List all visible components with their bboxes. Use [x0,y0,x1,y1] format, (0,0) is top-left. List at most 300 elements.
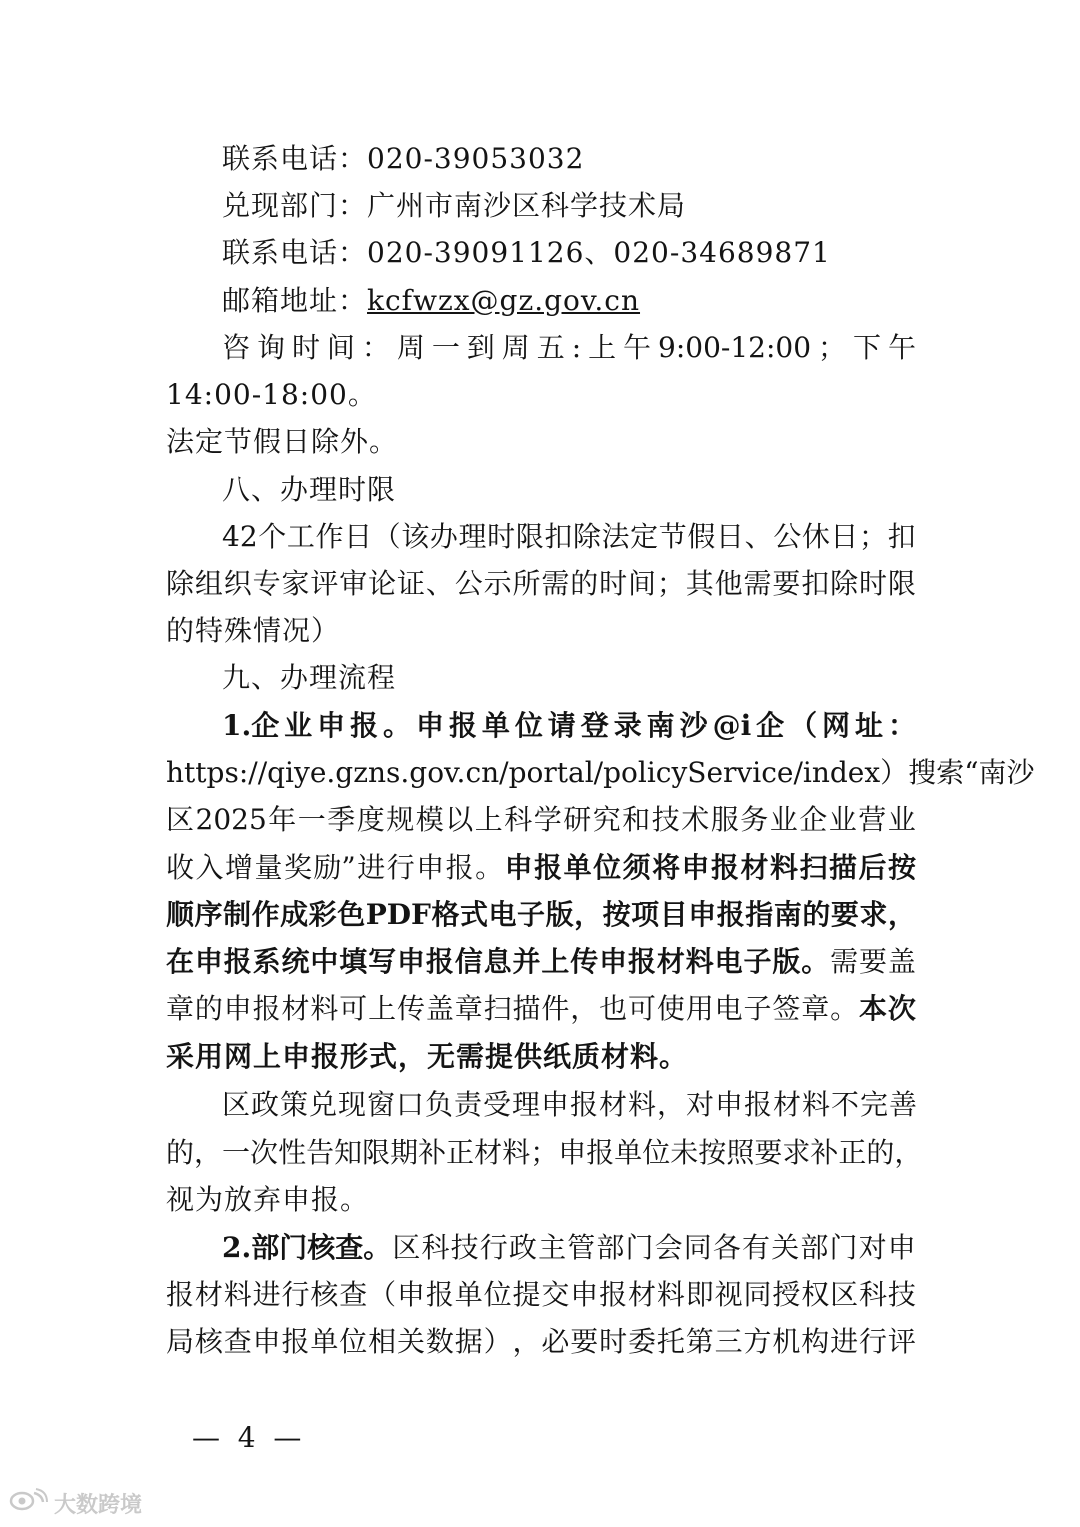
text-token: 扣 [887,520,916,553]
text-token: 公 [773,520,802,553]
text-token: 的 [802,898,831,931]
text-token: 息 [483,945,512,978]
text-token: 按 [602,898,631,931]
text-token: 材 [740,851,769,884]
text-token: 单 [310,1325,339,1358]
text-token: 和 [622,803,651,836]
text-token: 要 [754,1136,783,1169]
text-token: 彩 [308,898,337,931]
text-token: 。 [475,851,504,884]
section-8-line-2 [166,564,916,604]
text-token: 请 [547,709,576,742]
text-token: 申 [570,1278,599,1311]
text-token: 单 [614,1136,643,1169]
text-token: 视 [714,1278,743,1311]
text-token: 区 [392,1231,421,1264]
text-token: ； [530,1136,559,1169]
text-token: 业 [828,803,857,836]
text-token: 申 [688,898,717,931]
text-token: 有 [742,1231,771,1264]
text-token: 材 [474,1136,503,1169]
text-token: 补 [810,1136,839,1169]
text-token: 版 [772,945,801,978]
text-token: 料 [770,851,799,884]
text-token: 的 [194,992,223,1025]
text-token: 权 [801,1278,830,1311]
text-token: 索“ [936,756,979,789]
text-token: 扫 [799,851,828,884]
text-token: 42 [222,520,258,553]
text-token: 行 [281,1278,310,1311]
text-token: 报 [448,709,477,742]
text-token: 授 [772,1278,801,1311]
text-token: 规 [386,803,415,836]
step-1-line-1 [222,706,916,746]
text-token: 上 [588,331,617,364]
text-token: 三 [714,1325,743,1358]
text-token: （ [789,709,818,742]
text-token: 本 [859,992,888,1025]
text-token: 企 [799,803,828,836]
text-token: 技 [651,803,680,836]
text-token: 上 [541,945,570,978]
step-2-title: 2.部门核查。 [222,1231,392,1264]
text-token: 办 [429,520,458,553]
text-token: 申 [317,709,346,742]
text-token: 个 [258,520,287,553]
text-token: 扫 [483,992,512,1025]
text-token: 报 [586,1136,615,1169]
text-token: 料 [685,945,714,978]
text-token: 局 [166,1325,195,1358]
text-token: 。 [801,945,830,978]
text-token: 告 [306,1136,335,1169]
text-token: 报 [711,851,740,884]
text-token: 工 [286,520,315,553]
text-token: 未 [670,1136,699,1169]
text-token: 必 [541,1325,570,1358]
text-token: 休 [801,520,830,553]
window-paragraph-line-2 [166,1133,923,1173]
text-token: 签 [772,992,801,1025]
text-token: 交 [541,1278,570,1311]
text-token: https://qiye.gzns.gov.cn/portal/policyService/index） [166,756,909,789]
text-token: 进 [252,1278,281,1311]
text-token: 数 [425,1325,454,1358]
text-token: 同 [683,1231,712,1264]
text-token: 2025 [195,803,267,836]
text-token: 公 [454,567,483,600]
text-token: 他 [714,567,743,600]
text-token: 论 [368,567,397,600]
text-token: 业 [284,709,313,742]
text-token: 要 [859,945,888,978]
text-token: 科 [504,803,533,836]
text-token: 盖 [887,945,916,978]
text-token: 子 [517,898,546,931]
text-token: 9:00-12:00 [658,331,812,364]
step-2-line-3 [166,1322,916,1362]
text-token: 料 [223,1278,252,1311]
text-token: 专 [252,567,281,600]
text-token: 部 [596,1231,625,1264]
text-token: 要 [830,898,859,931]
text-token: 子 [743,992,772,1025]
text-token: 扣 [544,520,573,553]
text-token: PDF [365,898,431,931]
text-token: 要 [772,567,801,600]
email-label: 邮箱地址： [222,284,368,317]
text-token: 中 [310,945,339,978]
text-token: 业 [887,803,916,836]
window-paragraph-line-1: 区政策兑现窗口负责受理申报材料，对申报材料不完善 [222,1088,919,1121]
text-token: 到 [466,331,495,364]
text-token: 研 [563,803,592,836]
text-token: 查 [223,1325,252,1358]
text-token: 料 [656,1278,685,1311]
text-token: 法 [601,520,630,553]
step-2-line-1 [222,1228,916,1268]
text-token: 午 [623,331,652,364]
text-token: 奖 [283,851,312,884]
text-token: 写 [368,945,397,978]
text-token: 企 [756,709,785,742]
text-token: 学 [533,803,562,836]
section-8-heading: 八、办理时限 [222,473,397,506]
section-9-heading: 九、办理流程 [222,661,397,694]
text-token: 电 [488,898,517,931]
step-1-line-6 [166,942,916,982]
text-token: ， [574,898,603,931]
text-token: 传 [570,945,599,978]
text-token: 评 [887,1325,916,1358]
text-token: 询 [256,331,285,364]
text-token: 务 [740,803,769,836]
text-token: 的 [570,567,599,600]
text-token: 上 [474,803,503,836]
text-token: 位 [514,709,543,742]
text-token: 政 [508,1231,537,1264]
text-token: 营 [858,803,887,836]
text-token: ； [656,567,685,600]
text-token: 需 [743,567,772,600]
text-token: 正 [838,1136,867,1169]
step-1-line-3 [166,800,916,840]
text-token: 模 [415,803,444,836]
text-token: 服 [710,803,739,836]
text-token: 间 [326,331,355,364]
text-token: （ [368,1278,397,1311]
text-token: 评 [310,567,339,600]
text-token: 材 [656,945,685,978]
text-token: 系 [252,945,281,978]
text-token: 节 [658,520,687,553]
text-token: 咨 [222,331,251,364]
text-token: 章 [801,992,830,1025]
text-token: 时 [599,567,628,600]
text-token: 次 [250,1136,279,1169]
text-token: 成 [280,898,309,931]
text-token: 盖 [425,992,454,1025]
text-token: 须 [622,851,651,884]
text-token: 顺 [166,898,195,931]
text-token: 所 [512,567,541,600]
text-token: 业 [769,803,798,836]
text-token: 后 [858,851,887,884]
text-token: 南 [978,756,1007,789]
text-token: 日 [344,520,373,553]
text-token: 目 [659,898,688,931]
text-token: 性 [278,1136,307,1169]
text-token: 五 [536,331,565,364]
text-token: 沙 [679,709,708,742]
text-token: 据 [454,1325,483,1358]
text-token: 门 [829,1231,858,1264]
text-token: 、 [744,520,773,553]
text-token: 材 [281,992,310,1025]
text-token: 章 [454,992,483,1025]
text-token: 件 [541,992,570,1025]
text-token: ； [859,520,888,553]
text-token: 可 [628,992,657,1025]
contact-department: 兑现部门：广州市南沙区科学技术局 [222,189,687,222]
text-token: 要 [570,1325,599,1358]
text-token: 报 [425,945,454,978]
text-token: 提 [512,1278,541,1311]
text-token: 入 [195,851,224,884]
text-token: 第 [685,1325,714,1358]
text-token: 材 [628,1278,657,1311]
text-token: 证 [397,567,426,600]
text-token: 、 [425,567,454,600]
text-token: 按 [887,851,916,884]
text-token: 版 [545,898,574,931]
text-token: 申 [887,1231,916,1264]
text-token: 报 [281,1325,310,1358]
text-token: 审 [339,567,368,600]
text-token: 进 [830,1325,859,1358]
text-token: 申 [397,945,426,978]
text-token: 限 [515,520,544,553]
text-token: 描 [512,992,541,1025]
text-token: 申 [415,709,444,742]
text-token: 申 [504,851,533,884]
text-token: 指 [745,898,774,931]
text-token: 该 [401,520,430,553]
text-token: 周 [396,331,425,364]
text-token: 统 [281,945,310,978]
text-token: 周 [501,331,530,364]
text-token: ： [361,331,390,364]
text-token: 时 [291,331,320,364]
text-token: 求 [782,1136,811,1169]
text-token: 报 [350,709,379,742]
text-token: 其 [685,567,714,600]
text-token: 管 [567,1231,596,1264]
text-token: 限 [887,567,916,600]
contact-email-line [222,281,916,321]
text-token: 材 [194,1278,223,1311]
text-token: 次 [887,992,916,1025]
text-token: 的 [866,1136,895,1169]
text-token: 除 [166,567,195,600]
watermark-text: 大数跨境 [54,1491,143,1517]
text-token: 单 [454,1278,483,1311]
text-token: 料 [502,1136,531,1169]
text-token: 申 [599,945,628,978]
text-token: ； [818,331,847,364]
consult-hours-line-3: 法定节假日除外。 [166,425,399,458]
text-token: 对 [858,1231,887,1264]
text-token: 电 [714,992,743,1025]
text-token: 补 [418,1136,447,1169]
text-token: 一 [222,1136,251,1169]
text-token: ： [887,709,916,742]
text-token: 描 [828,851,857,884]
text-token: 正 [446,1136,475,1169]
text-token: : [571,331,582,364]
text-token: 时 [487,520,516,553]
text-token: 除 [572,520,601,553]
text-token: 在 [166,945,195,978]
text-token: 行 [479,1231,508,1264]
text-token: 关 [397,1325,426,1358]
text-token: 项 [631,898,660,931]
text-token: 区 [830,1278,859,1311]
consult-hours-line-2: 14:00-18:00。 [166,378,377,411]
text-token: 委 [628,1325,657,1358]
text-token: 知 [334,1136,363,1169]
text-token: ， [194,1136,223,1169]
text-token: 技 [887,1278,916,1311]
text-token: 制 [223,898,252,931]
text-token: 家 [281,567,310,600]
text-token: 报 [166,1278,195,1311]
text-token: 报 [252,992,281,1025]
text-token: 网 [822,709,851,742]
text-token: 托 [656,1325,685,1358]
text-token: 方 [743,1325,772,1358]
text-token: 按 [698,1136,727,1169]
window-paragraph-line-3: 视为放弃申报。 [166,1183,370,1216]
text-token: 下 [852,331,881,364]
text-token: 并 [512,945,541,978]
text-token: ， [887,898,916,931]
text-token: 限 [362,1136,391,1169]
text-token: 。 [830,992,859,1025]
text-token: 位 [593,851,622,884]
text-token: 申 [194,945,223,978]
text-token: ， [512,1325,541,1358]
text-token: 科 [859,1278,888,1311]
contact-phone-1: 联系电话：020-39053032 [222,142,585,175]
text-token: 相 [368,1325,397,1358]
text-token: 作 [315,520,344,553]
text-token: 行 [859,1325,888,1358]
text-token: 照 [726,1136,755,1169]
text-token: 报 [628,945,657,978]
text-token: 即 [685,1278,714,1311]
text-token: 申 [416,851,445,884]
email-link[interactable]: kcfwzx@gz.gov.cn [367,284,641,317]
text-token: 时 [859,567,888,600]
text-token: 址 [855,709,884,742]
watermark [8,1486,142,1520]
text-token: 门 [625,1231,654,1264]
text-token: 机 [772,1325,801,1358]
text-token: 作 [251,898,280,931]
text-token: 查 [339,1278,368,1311]
page-number: — 4 — [192,1421,302,1454]
text-token: 间 [628,567,657,600]
text-token: 申 [223,992,252,1025]
text-token: 核 [194,1325,223,1358]
text-token: 需 [830,945,859,978]
text-token: ） [483,1325,512,1358]
text-token: 行 [386,851,415,884]
text-token: 格 [431,898,460,931]
step-1-line-8: 采用网上申报形式，无需提供纸质材料。 [166,1040,689,1073]
text-token: 1.企 [222,709,280,742]
text-token: 位 [339,1325,368,1358]
text-token: 报 [716,898,745,931]
text-token: 单 [563,851,592,884]
text-token: 增 [224,851,253,884]
text-token: 沙 [1006,756,1035,789]
text-token: 科 [421,1231,450,1264]
text-token: 日 [715,520,744,553]
text-token: 主 [538,1231,567,1264]
text-token: 构 [801,1325,830,1358]
text-token: 录 [613,709,642,742]
step-1-line-2 [166,753,1035,793]
section-8-line-3: 的特殊情况） [166,614,341,647]
text-token: 期 [390,1136,419,1169]
text-token: 色 [337,898,366,931]
text-token: 同 [743,1278,772,1311]
text-token: 位 [642,1136,671,1169]
text-token: 报 [599,1278,628,1311]
text-token: 区 [166,803,195,836]
text-token: 报 [445,851,474,884]
text-token: ， [570,992,599,1025]
text-token: 章 [166,992,195,1025]
text-token: 式 [459,898,488,931]
text-token: 会 [654,1231,683,1264]
text-token: 也 [599,992,628,1025]
text-token: 假 [687,520,716,553]
text-token: 将 [652,851,681,884]
text-token: 申 [681,851,710,884]
contact-phone-2: 联系电话：020-39091126、020-34689871 [222,236,831,269]
text-token: ， [894,1136,923,1169]
text-token: 术 [681,803,710,836]
text-token: 日 [830,520,859,553]
text-token: 报 [534,851,563,884]
text-token: 究 [592,803,621,836]
text-token: 搜 [908,756,937,789]
step-2-line-2 [166,1275,916,1315]
text-token: 时 [599,1325,628,1358]
text-token: 申 [558,1136,587,1169]
text-token: 用 [685,992,714,1025]
text-token: 南 [773,898,802,931]
text-token: 一 [297,803,326,836]
section-8-line-1 [222,517,916,557]
step-1-line-7 [166,989,916,1029]
weibo-eye-icon [8,1487,48,1519]
text-token: 电 [714,945,743,978]
